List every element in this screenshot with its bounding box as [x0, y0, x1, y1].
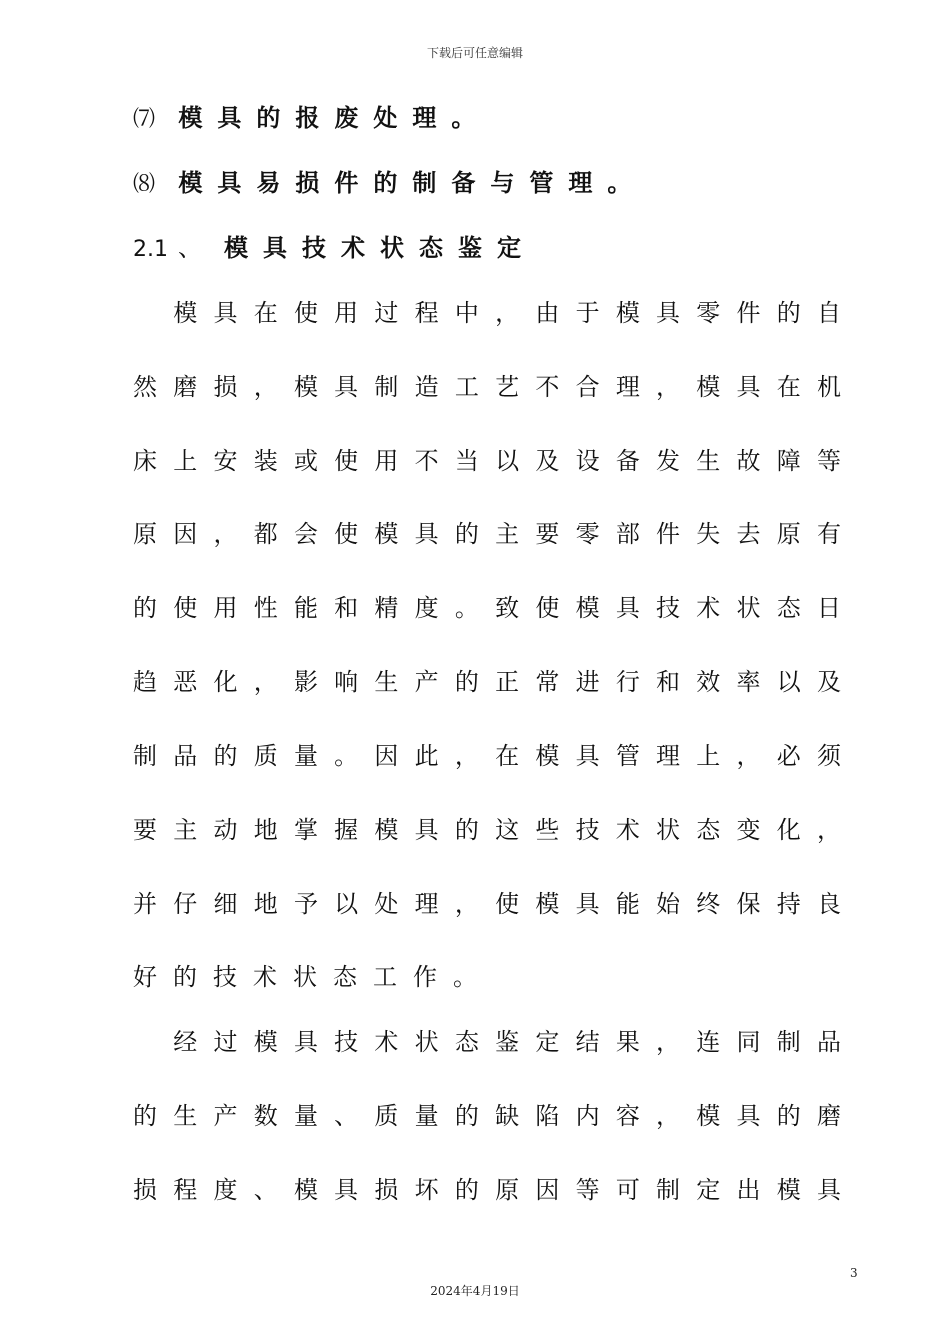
section-number: 2.1: [133, 237, 168, 262]
paragraph-line: 模具在使用过程中，由于模具零件的自: [133, 299, 841, 327]
list-item: [133, 101, 841, 137]
paragraph-line: 好的技术状态工作。: [133, 963, 493, 991]
paragraph-line: 原因，都会使模具的主要零部件失去原有: [133, 520, 841, 548]
paragraph-line: 然磨损，模具制造工艺不合理，模具在机: [133, 373, 841, 401]
paragraph-line: 制品的质量。因此，在模具管理上，必须: [133, 742, 841, 770]
paragraph-line: 趋恶化，影响生产的正常进行和效率以及: [133, 668, 841, 696]
section-title: 模具技术状态鉴定: [224, 234, 536, 262]
paragraph-line: 经过模具技术状态鉴定结果，连同制品: [133, 1028, 841, 1056]
section-separator: 、: [178, 234, 202, 262]
list-item-text: 模具的报废处理。: [155, 104, 491, 132]
list-item-marker: ⑻: [133, 172, 156, 197]
list-item-marker: ⑺: [133, 107, 156, 132]
paragraph-line: 损程度、模具损坏的原因等可制定出模具: [133, 1176, 841, 1204]
page-header: 下载后可任意编辑: [426, 46, 523, 60]
paragraph-line: 并仔细地予以处理，使模具能始终保持良: [133, 890, 841, 918]
list-item-text: 模具易损件的制备与管理。: [155, 169, 647, 197]
list-item: [133, 166, 841, 202]
page-footer-date: 2024年4月19日: [430, 1284, 520, 1298]
page-number: 3: [850, 1266, 858, 1280]
paragraph-line: 的使用性能和精度。致使模具技术状态日: [133, 594, 841, 622]
section-heading: [133, 231, 841, 267]
paragraph-line: 要主动地掌握模具的这些技术状态变化，: [133, 816, 841, 844]
paragraph-line: 床上安装或使用不当以及设备发生故障等: [133, 447, 841, 475]
paragraph-line: 的生产数量、质量的缺陷内容，模具的磨: [133, 1102, 841, 1130]
